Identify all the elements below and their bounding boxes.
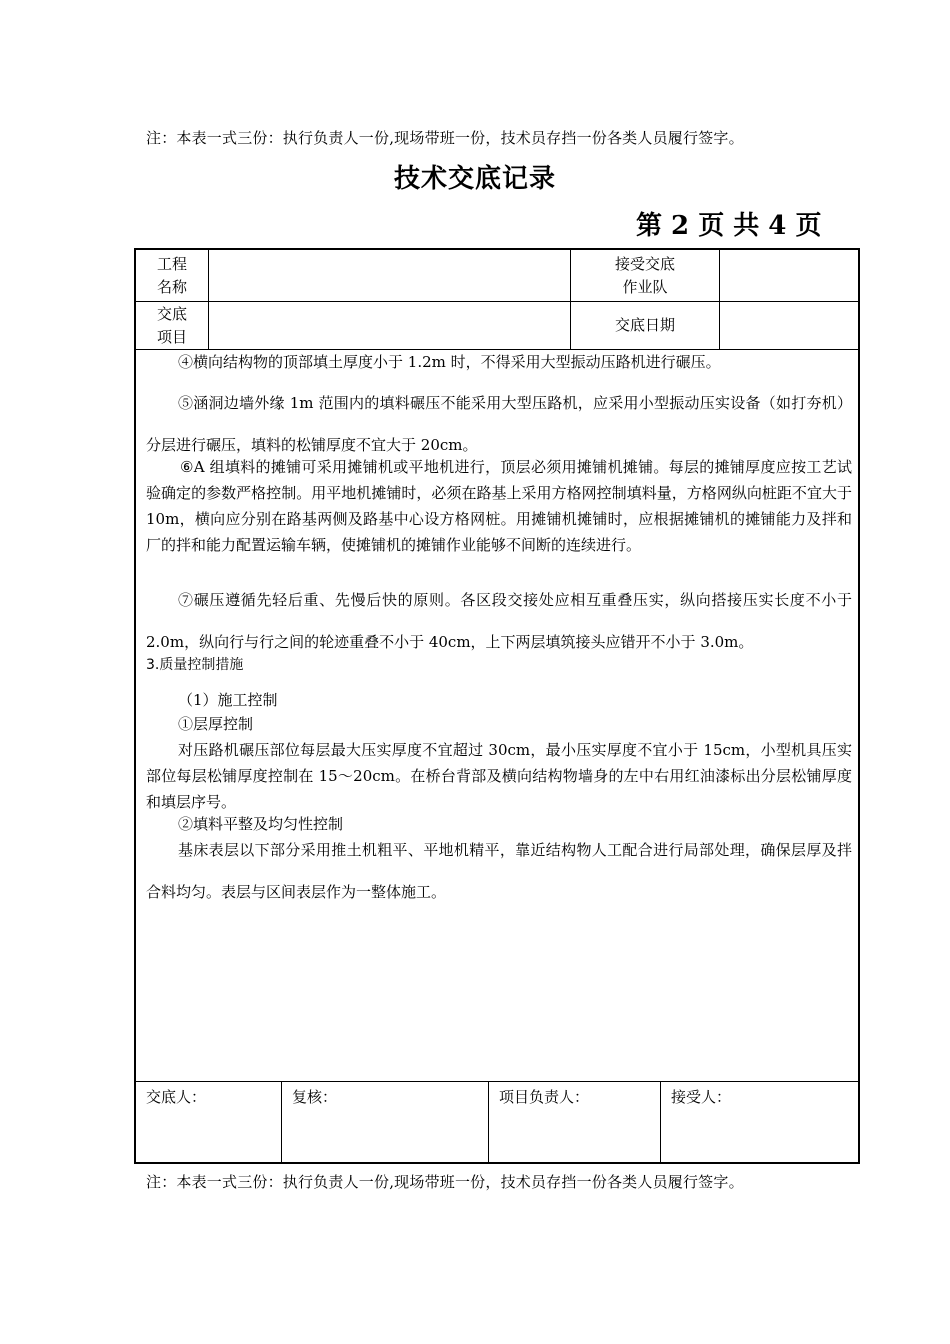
receiving-team-field[interactable] (720, 250, 858, 301)
project-lead-signature[interactable]: 项目负责人： (499, 1088, 590, 1106)
paragraph: ④横向结构物的顶部填土厚度小于 1.2m 时，不得采用大型振动压路机进行碾压。 (178, 353, 721, 371)
disclosure-item-label: 交底 项目 (156, 304, 187, 346)
bottom-note: 注：本表一式三份：执行负责人一份,现场带班一份，技术员存挡一份各类人员履行签字。 (146, 1173, 744, 1191)
grid-line (660, 1081, 661, 1162)
receiving-team-label: 接受交底 作业队 (614, 254, 675, 296)
document-title: 技术交底记录 (393, 164, 556, 194)
grid-line (488, 1081, 489, 1162)
top-note: 注：本表一式三份：执行负责人一份,现场带班一份，技术员存挡一份各类人员履行签字。 (146, 129, 744, 147)
page-number: 第 2 页 共 4 页 (636, 211, 822, 241)
grid-line (281, 1081, 282, 1162)
disclosure-date-label: 交底日期 (614, 316, 675, 334)
disclosure-form (134, 248, 860, 1164)
project-name-label: 工程 名称 (156, 254, 187, 296)
paragraph: 对压路机碾压部位每层最大压实厚度不宜超过 30cm，最小压实厚度不宜小于 15cm，小型机具压实部位每层松铺厚度控制在 15～20cm。在桥台背部及横向结构物墙身的左中右用红油漆标出分层松铺厚度和填层序号。 (146, 741, 852, 811)
disclosure-date-field[interactable] (720, 302, 858, 349)
discloser-signature[interactable]: 交底人： (146, 1088, 207, 1106)
paragraph: ⑥A 组填料的摊铺可采用摊铺机或平地机进行，顶层必须用摊铺机摊铺。每层的摊铺厚度应按工艺试验确定的参数严格控制。用平地机摊铺时，必须在路基上采用方格网控制填料量，方格网纵向桩距不宜大于 10m，横向应分别在路基两侧及路基中心设方格网桩。用摊铺机摊铺时，应根据摊铺机的摊铺能力及拌和厂的拌和能力配置运输车辆，使摊铺机的摊铺作业能够不间断的连续进行。 (146, 458, 852, 554)
subsection-heading: ②填料平整及均匀性控制 (178, 815, 344, 833)
subsection-heading: ①层厚控制 (178, 715, 254, 733)
subsection-heading: （1）施工控制 (178, 691, 278, 709)
grid-line (136, 1081, 858, 1082)
paragraph: ⑤涵洞边墙外缘 1m 范围内的填料碾压不能采用大型压路机，应采用小型振动压实设备（如打夯机）分层进行碾压，填料的松铺厚度不宜大于 20cm。 (146, 394, 852, 454)
project-name-field[interactable] (209, 250, 570, 301)
paragraph: 基床表层以下部分采用推土机粗平、平地机精平，靠近结构物人工配合进行局部处理，确保层厚及拌合料均匀。表层与区间表层作为一整体施工。 (146, 841, 852, 901)
receiver-signature[interactable]: 接受人： (671, 1088, 732, 1106)
disclosure-item-field[interactable] (209, 302, 570, 349)
reviewer-signature[interactable]: 复核： (292, 1088, 338, 1106)
section-heading: 3.质量控制措施 (146, 657, 244, 673)
paragraph: ⑦碾压遵循先轻后重、先慢后快的原则。各区段交接处应相互重叠压实，纵向搭接压实长度不小于 2.0m，纵向行与行之间的轮迹重叠不小于 40cm，上下两层填筑接头应错开不小于 3.0m。 (146, 591, 852, 651)
